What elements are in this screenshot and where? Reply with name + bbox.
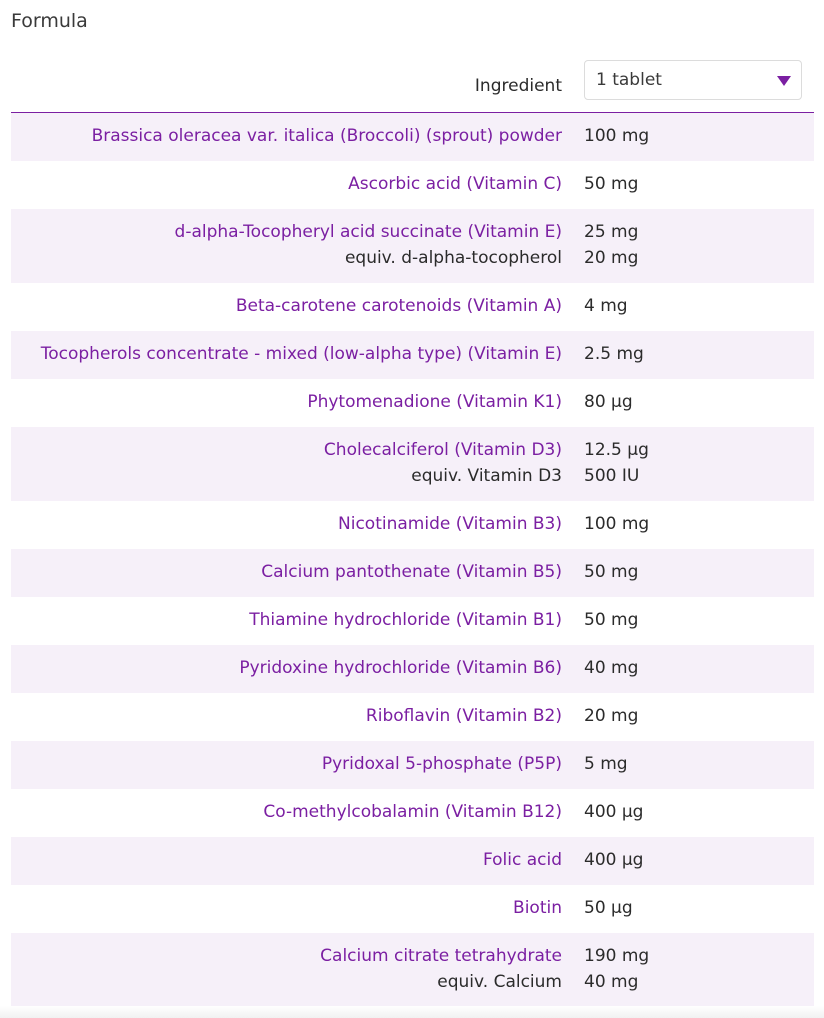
ingredient-amount: 12.5 µg xyxy=(584,440,649,460)
ingredient-amount: 50 µg xyxy=(584,898,633,918)
ingredient-amount: 50 mg xyxy=(584,174,639,194)
ingredient-name[interactable]: d-alpha-Tocopheryl acid succinate (Vitamin E) xyxy=(174,222,562,242)
triangle-down-icon[interactable] xyxy=(777,76,791,86)
table-row xyxy=(11,741,814,789)
serving-size-select[interactable] xyxy=(584,60,802,100)
scroll-fade xyxy=(0,1006,824,1018)
equivalent-name: equiv. d-alpha-tocopherol xyxy=(344,248,562,268)
table-row xyxy=(11,501,814,549)
ingredient-name[interactable]: Calcium pantothenate (Vitamin B5) xyxy=(261,562,562,582)
equivalent-name: equiv. Vitamin D3 xyxy=(411,466,562,486)
ingredient-amount: 20 mg xyxy=(584,706,639,726)
ingredient-column-label: Ingredient xyxy=(474,76,562,96)
page-title: Formula xyxy=(11,10,88,32)
ingredient-amount: 40 mg xyxy=(584,658,639,678)
table-row xyxy=(11,113,814,161)
formula-table xyxy=(11,113,814,1007)
ingredient-amount: 190 mg xyxy=(584,946,650,966)
table-row xyxy=(11,885,814,933)
ingredient-name[interactable]: Ascorbic acid (Vitamin C) xyxy=(348,174,562,194)
ingredient-name[interactable]: Beta-carotene carotenoids (Vitamin A) xyxy=(235,296,562,316)
ingredient-amount: 400 µg xyxy=(584,802,644,822)
equivalent-amount: 20 mg xyxy=(584,248,639,268)
table-row xyxy=(11,161,814,209)
ingredient-amount: 80 µg xyxy=(584,392,633,412)
ingredient-name[interactable]: Cholecalciferol (Vitamin D3) xyxy=(323,440,562,460)
table-header xyxy=(11,60,814,113)
ingredient-amount: 100 mg xyxy=(584,126,650,146)
ingredient-name[interactable]: Pyridoxine hydrochloride (Vitamin B6) xyxy=(239,658,562,678)
table-row xyxy=(11,379,814,427)
ingredient-name[interactable]: Tocopherols concentrate - mixed (low-alpha type) (Vitamin E) xyxy=(40,344,562,364)
ingredient-name[interactable]: Biotin xyxy=(513,898,562,918)
ingredient-amount: 4 mg xyxy=(584,296,628,316)
ingredient-amount: 50 mg xyxy=(584,610,639,630)
ingredient-name[interactable]: Pyridoxal 5-phosphate (P5P) xyxy=(321,754,562,774)
equivalent-name: equiv. Calcium xyxy=(437,972,562,992)
equivalent-amount: 500 IU xyxy=(584,466,640,486)
table-row xyxy=(11,549,814,597)
ingredient-amount: 25 mg xyxy=(584,222,639,242)
ingredient-amount: 400 µg xyxy=(584,850,644,870)
ingredient-name[interactable]: Brassica oleracea var. italica (Broccoli) (sprout) powder xyxy=(91,126,562,146)
ingredient-name[interactable]: Phytomenadione (Vitamin K1) xyxy=(307,392,562,412)
ingredient-name[interactable]: Folic acid xyxy=(482,850,562,870)
table-row xyxy=(11,789,814,837)
table-row xyxy=(11,933,814,1007)
serving-size-value: 1 tablet xyxy=(596,70,662,90)
table-row xyxy=(11,209,814,283)
table-row xyxy=(11,331,814,379)
ingredient-amount: 100 mg xyxy=(584,514,650,534)
ingredient-name[interactable]: Nicotinamide (Vitamin B3) xyxy=(338,514,562,534)
ingredient-name[interactable]: Calcium citrate tetrahydrate xyxy=(320,946,562,966)
table-row xyxy=(11,597,814,645)
ingredient-amount: 2.5 mg xyxy=(584,344,644,364)
table-row xyxy=(11,837,814,885)
table-row xyxy=(11,645,814,693)
table-row xyxy=(11,427,814,501)
ingredient-name[interactable]: Riboflavin (Vitamin B2) xyxy=(365,706,562,726)
ingredient-name[interactable]: Co-methylcobalamin (Vitamin B12) xyxy=(263,802,562,822)
ingredient-amount: 50 mg xyxy=(584,562,639,582)
table-row xyxy=(11,283,814,331)
ingredient-name[interactable]: Thiamine hydrochloride (Vitamin B1) xyxy=(249,610,562,630)
equivalent-amount: 40 mg xyxy=(584,972,639,992)
table-row xyxy=(11,693,814,741)
ingredient-amount: 5 mg xyxy=(584,754,628,774)
